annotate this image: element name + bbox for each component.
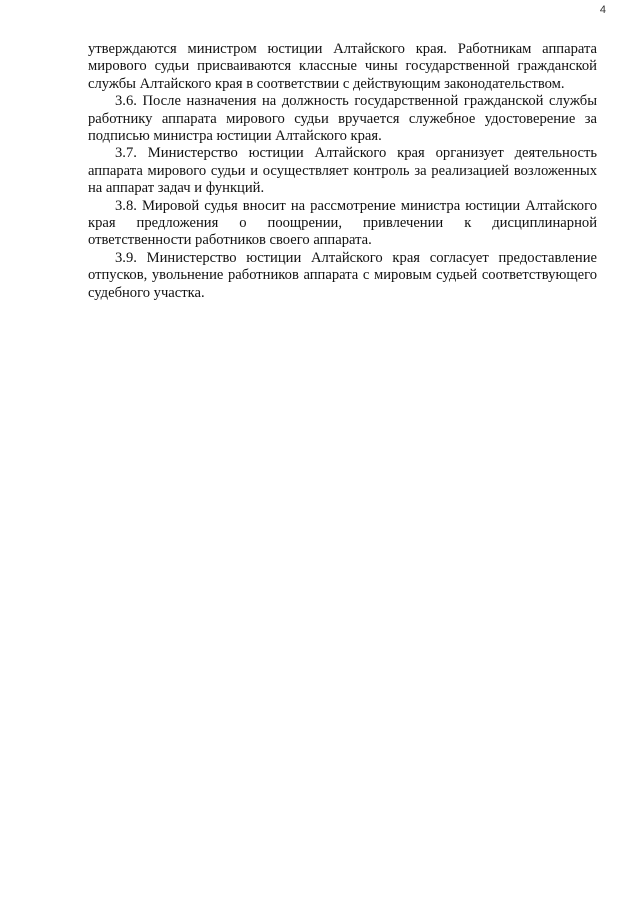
- document-body: [88, 41, 597, 302]
- paragraph-3-6: 3.6. После назначения на должность государственной гражданской службы работнику аппарата мирового судьи вручается служебное удостоверение за подписью министра юстиции Алтайского края.: [88, 93, 597, 145]
- paragraph-3-7: 3.7. Министерство юстиции Алтайского края организует деятельность аппарата мирового судьи и осуществляет контроль за реализацией возложенных на аппарат задач и функций.: [88, 145, 597, 197]
- paragraph-3-8: 3.8. Мировой судья вносит на рассмотрение министра юстиции Алтайского края предложения о поощрении, привлечении к дисциплинарной ответственности работников своего аппарата.: [88, 197, 597, 249]
- paragraph-3-9: 3.9. Министерство юстиции Алтайского края согласует предоставление отпусков, увольнение работников аппарата с мировым судьей соответствующего судебного участка.: [88, 249, 597, 301]
- paragraph-continuation: утверждаются министром юстиции Алтайского края. Работникам аппарата мирового судьи присваиваются классные чины государственной гражданской службы Алтайского края в соответствии с действующим законодательством.: [88, 41, 597, 92]
- page-number: 4: [599, 4, 606, 16]
